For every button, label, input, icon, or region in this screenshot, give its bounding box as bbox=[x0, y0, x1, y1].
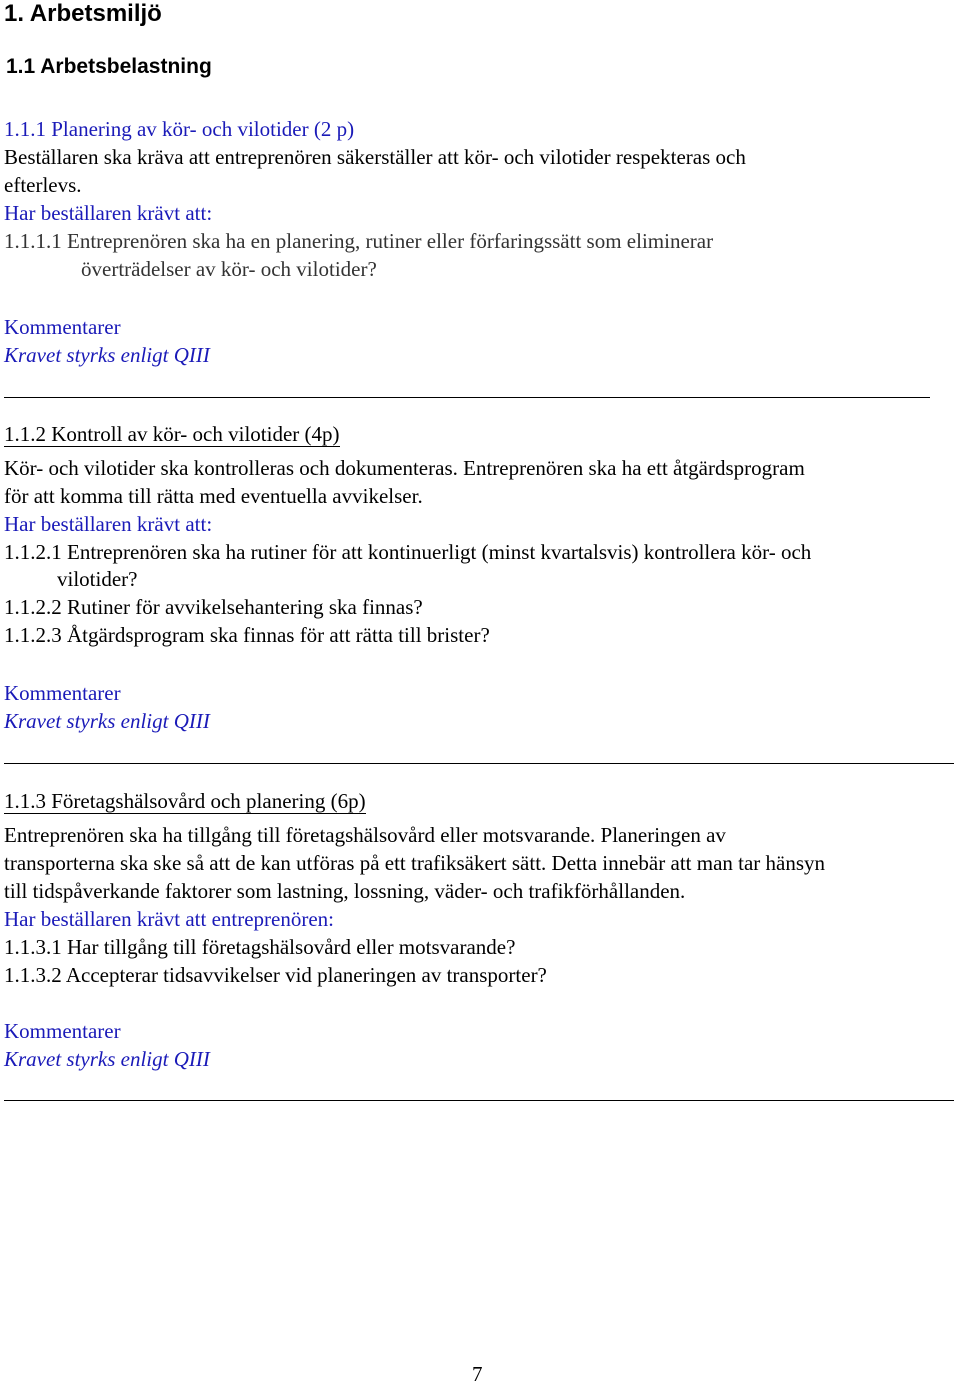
requirement-item: 1.1.1.1 Entreprenören ska ha en planering, rutiner eller förfaringssätt som eliminerar bbox=[4, 229, 714, 253]
requirement-intro: Har beställaren krävt att: bbox=[4, 201, 213, 225]
requirement-item-continued: överträdelser av kör- och vilotider? bbox=[81, 257, 377, 281]
requirement-item: 1.1.2.1 Entreprenören ska ha rutiner för att kontinuerligt (minst kvartalsvis) kontrollera kör- och bbox=[4, 540, 812, 564]
comment-text: Kravet styrks enligt QIII bbox=[4, 1047, 210, 1071]
section-divider bbox=[4, 397, 930, 398]
comments-label: Kommentarer bbox=[4, 681, 121, 705]
page-number: 7 bbox=[472, 1362, 483, 1386]
section-description-line: Beställaren ska kräva att entreprenören säkerställer att kör- och vilotider respekteras och bbox=[4, 145, 746, 169]
requirement-item: 1.1.2.2 Rutiner för avvikelsehantering ska finnas? bbox=[4, 595, 423, 619]
comments-label: Kommentarer bbox=[4, 315, 121, 339]
section-description-line: för att komma till rätta med eventuella avvikelser. bbox=[4, 484, 423, 508]
requirement-intro: Har beställaren krävt att entreprenören: bbox=[4, 907, 335, 931]
section-description-line: Kör- och vilotider ska kontrolleras och dokumenteras. Entreprenören ska ha ett åtgärdsprogram bbox=[4, 456, 805, 480]
comment-text: Kravet styrks enligt QIII bbox=[4, 709, 210, 733]
requirement-item-continued: vilotider? bbox=[57, 567, 138, 591]
heading-level-1: 1. Arbetsmiljö bbox=[4, 0, 162, 27]
section-title-text: 1.1.2 Kontroll av kör- och vilotider (4p) bbox=[4, 422, 340, 446]
requirement-item: 1.1.3.2 Accepterar tidsavvikelser vid planeringen av transporter? bbox=[4, 963, 547, 987]
section-divider bbox=[4, 1100, 954, 1101]
section-title bbox=[4, 421, 340, 447]
heading-level-2: 1.1 Arbetsbelastning bbox=[6, 55, 212, 78]
section-title-text: 1.1.3 Företagshälsovård och planering (6p) bbox=[4, 789, 366, 813]
comments-label: Kommentarer bbox=[4, 1019, 121, 1043]
section-title: 1.1.1 Planering av kör- och vilotider (2 p) bbox=[4, 117, 355, 141]
section-description-line: Entreprenören ska ha tillgång till företagshälsovård eller motsvarande. Planeringen av bbox=[4, 823, 726, 847]
section-description-line: till tidspåverkande faktorer som lastning, lossning, väder- och trafikförhållanden. bbox=[4, 879, 686, 903]
requirement-item: 1.1.2.3 Åtgärdsprogram ska finnas för att rätta till brister? bbox=[4, 623, 490, 647]
section-title bbox=[4, 788, 366, 814]
section-description-line: efterlevs. bbox=[4, 173, 82, 197]
requirement-intro: Har beställaren krävt att: bbox=[4, 512, 213, 536]
section-description-line: transporterna ska ske så att de kan utföras på ett trafiksäkert sätt. Detta innebär att man tar hänsyn bbox=[4, 851, 826, 875]
section-divider bbox=[4, 763, 954, 764]
requirement-item: 1.1.3.1 Har tillgång till företagshälsovård eller motsvarande? bbox=[4, 935, 516, 959]
comment-text: Kravet styrks enligt QIII bbox=[4, 343, 210, 367]
